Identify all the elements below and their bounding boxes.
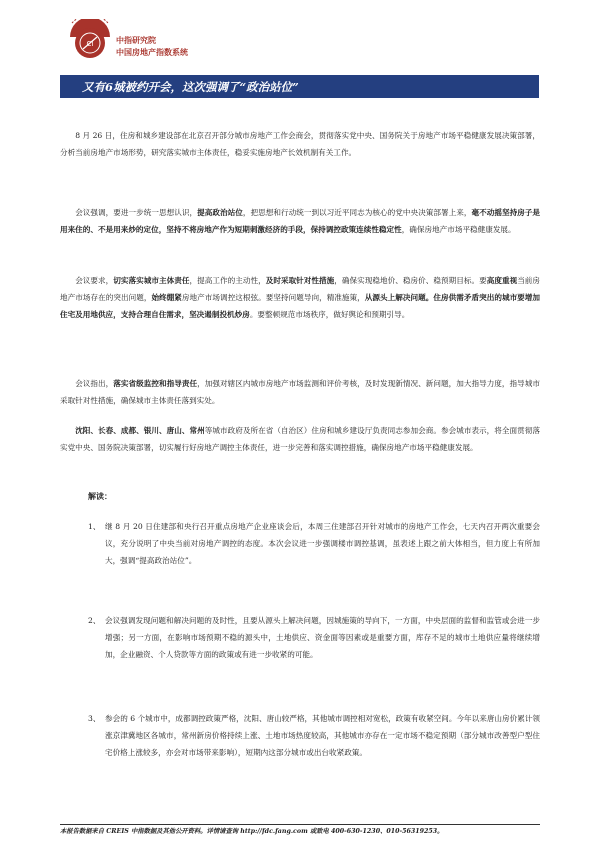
interpretation-item-2 xyxy=(88,612,540,663)
text-segment: ，确保实现稳地价、稳房价、稳预期目标。要 xyxy=(334,276,487,285)
item-text: 继 8 月 20 日住建部和央行召开重点房地产企业座谈会后，本周三住建部召开针对城市的房地产工作会，七天内召开两次重要会议，充分说明了中央当前对房地产调控的态度。本次会议进一步强调楼市调控基调，虽表述上跟之前大体相当，但力度上有所加大，强调“提高政治站位”。 xyxy=(105,522,540,565)
svg-text:CI: CI xyxy=(86,40,94,48)
text-segment: 当前房地产市场存在的突出问题， xyxy=(60,276,541,302)
interpretation-item-1 xyxy=(88,518,540,569)
bold-segment: 落实省级监控和指导责任 xyxy=(113,379,198,388)
item-text: 参会的 6 个城市中，成都调控政策严格，沈阳、唐山较严格，其他城市调控相对宽松，政策有收紧空间。今年以来唐山房价累计领涨京津冀地区各城市，常州新房价格持续上涨、土地市场热度较高，其他城市亦存在一定市场不稳定预期（部分城市改善型户型住宅价格上涨较多，亦会对市场带来影响），短期内这部分城市或出台收紧政策。 xyxy=(105,714,540,757)
paragraph-text xyxy=(60,375,540,409)
text-segment: ，提高工作的主动性， xyxy=(189,276,266,285)
bold-segment: 提高政治站位 xyxy=(197,208,243,217)
paragraph-text xyxy=(60,422,540,456)
page-title: 又有6城被约开会，这次强调了“政治站位” xyxy=(82,80,299,94)
org-name-line1: 中指研究院 xyxy=(116,36,156,45)
text-segment: 会议指出， xyxy=(75,379,114,388)
paragraph-1 xyxy=(60,127,540,161)
item-text: 会议强调发现问题和解决问题的及时性，且要从源头上解决问题，因城施策的导向下，一方面，中央层面的监督和监管或会进一步增强；另一方面，在影响市场预期不稳的源头中，土地供应、资金面等因素或是重要方面，库存不足的城市土地供应量将继续增加，企业融资、个人贷款等方面的政策或有进一步收紧的可能。 xyxy=(105,616,540,659)
paragraph-text xyxy=(60,127,540,161)
item-number: 3、 xyxy=(88,714,101,723)
text-segment: 8 月 26 日，住房和城乡建设部在北京召开部分城市房地产工作会商会，贯彻落实党中央、国务院关于房地产市场平稳健康发展决策部署，分析当前房地产市场形势，研究落实城市主体责任，稳妥实施房地产长效机制有关工作。 xyxy=(60,131,540,157)
company-logo xyxy=(64,19,116,62)
text-segment: 会议要求， xyxy=(75,276,114,285)
paragraph-text xyxy=(60,204,540,238)
paragraph-3 xyxy=(60,272,540,323)
paragraph-text xyxy=(60,272,540,323)
text-segment: ，把思想和行动统一到以习近平同志为核心的党中央决策部署上来， xyxy=(242,208,472,217)
paragraph-4 xyxy=(60,375,540,409)
item-number: 2、 xyxy=(88,616,101,625)
bold-segment: 始终绷紧 xyxy=(151,293,182,302)
text-segment: 等城市政府及所在省（自治区）住房和城乡建设厅负责同志参加会商。参会城市表示，将全面贯彻落实党中央、国务院决策部署，切实履行好房地产调控主体责任，进一步完善和落实调控措施，确保房地产市场平稳健康发展。 xyxy=(60,426,540,452)
bold-segment: 切实落实城市主体责任 xyxy=(113,276,190,285)
interpretation-heading: 解读： xyxy=(88,491,112,501)
org-name-line2: 中国房地产指数系统 xyxy=(116,48,188,57)
bold-segment: 高度重视 xyxy=(486,276,518,285)
footer-note: 本报告数据来自 CREIS 中指数据及其他公开资料。详情请查询 http://fdc.fang.com 或致电 400-630-1230、010-56319253。 xyxy=(60,824,540,835)
bold-segment: 从源头上解决问题。住房供需矛盾突出的城市要增加住宅及用地供应，支持合理自住需求，坚决遏制投机炒房 xyxy=(60,293,541,319)
paragraph-2 xyxy=(60,204,540,238)
text-segment: ，确保房地产市场平稳健康发展。 xyxy=(401,225,516,234)
bold-segment: 沈阳、长春、成都、银川、唐山、常州 xyxy=(75,426,205,435)
org-name xyxy=(116,35,188,59)
text-segment: 房地产市场调控这根弦。要坚持问题导向，精准施策， xyxy=(181,293,365,302)
text-segment: 会议强调，要进一步统一思想认识， xyxy=(75,208,198,217)
paragraph-5 xyxy=(60,422,540,456)
text-segment: 。要整顿规范市场秩序，做好舆论和预期引导。 xyxy=(249,310,410,319)
bold-segment: 毫不动摇坚持房子是用来住的、不是用来炒的定位，坚持不将房地产作为短期刺激经济的手段，保持调控政策连续性稳定性 xyxy=(60,208,541,234)
bold-segment: 及时采取针对性措施 xyxy=(265,276,335,285)
interpretation-item-3 xyxy=(88,710,540,761)
text-segment: ，加强对辖区内城市房地产市场监测和评价考核，及时发现新情况、新问题，加大指导力度，指导城市采取针对性措施，确保城市主体责任落到实处。 xyxy=(60,379,541,405)
item-number: 1、 xyxy=(88,522,101,531)
title-banner xyxy=(60,75,539,98)
